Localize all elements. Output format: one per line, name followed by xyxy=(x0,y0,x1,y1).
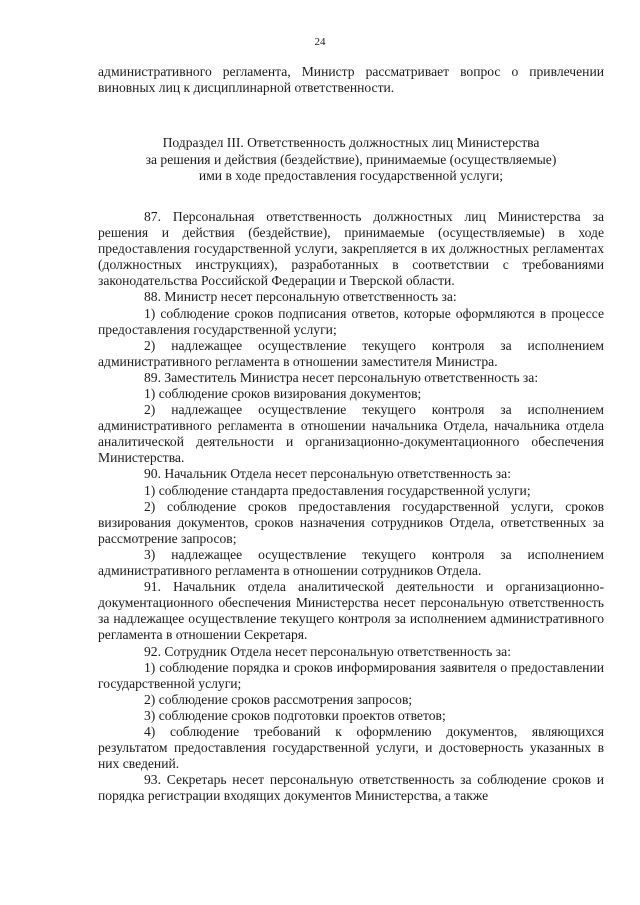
list-item: 4) соблюдение требований к оформлению документов, являющихся результатом предоставления государственной услуги, и достоверность указанных в них сведений. xyxy=(98,723,604,772)
list-item: 2) соблюдение сроков рассмотрения запросов; xyxy=(144,691,413,707)
list-item: 1) соблюдение порядка и сроков информирования заявителя о предоставлении государственной услуги; xyxy=(98,659,604,691)
paragraph-92: 92. Сотрудник Отдела несет персональную ответственность за: xyxy=(144,643,511,659)
list-item: 2) надлежащее осуществление текущего контроля за исполнением административного регламента в отношении начальника Отдела, начальника отдела аналитической деятельности и организационно-документационного обеспечения Министерства. xyxy=(98,402,604,466)
continuation-paragraph: административного регламента, Министр рассматривает вопрос о привлечении виновных лиц к дисциплинарной ответственности. xyxy=(98,64,604,96)
list-item: 1) соблюдение сроков подписания ответов, которые оформляются в процессе предоставления государственной услуги; xyxy=(98,305,604,337)
subsection-heading-line: ими в ходе предоставления государственной услуги; xyxy=(198,168,504,184)
paragraph-87: 87. Персональная ответственность должностных лиц Министерства за решения и действия (бездействие), принимаемые (осуществляемые) в ходе предоставления государственной услуги, закрепляется в их должностных регламентах (должностных инструкциях), разработанных в соответствии с требованиями законодательства Российской Федерации и Тверской области. xyxy=(98,208,604,289)
subsection-heading-line: Подраздел III. Ответственность должностных лиц Министерства xyxy=(162,135,540,151)
subsection-heading xyxy=(98,135,604,185)
paragraph-89: 89. Заместитель Министра несет персональную ответственность за: xyxy=(144,369,539,385)
list-item: 3) соблюдение сроков подготовки проектов ответов; xyxy=(144,707,446,723)
subsection-heading-line: за решения и действия (бездействие), принимаемые (осуществляемые) xyxy=(145,151,557,167)
list-item: 1) соблюдение сроков визирования документов; xyxy=(144,386,422,401)
paragraph-93: 93. Секретарь несет персональную ответственность за соблюдение сроков и порядка регистрации входящих документов Министерства, а также xyxy=(98,772,604,804)
list-item: 2) надлежащее осуществление текущего контроля за исполнением административного регламента в отношении заместителя Министра. xyxy=(98,337,604,369)
list-item: 1) соблюдение стандарта предоставления государственной услуги; xyxy=(144,482,531,498)
list-item: 3) надлежащее осуществление текущего контроля за исполнением административного регламента в отношении сотрудников Отдела. xyxy=(98,546,604,579)
page-number: 24 xyxy=(314,36,326,48)
paragraph-91: 91. Начальник отдела аналитической деятельности и организационно-документационного обеспечения Министерства несет персональную ответственность за надлежащее осуществление текущего контроля за исполнением административного регламента в отношении Секретаря. xyxy=(98,579,604,643)
paragraph-88: 88. Министр несет персональную ответственность за: xyxy=(144,289,457,305)
document-body xyxy=(98,64,604,804)
paragraph-90: 90. Начальник Отдела несет персональную ответственность за: xyxy=(144,466,511,482)
list-item: 2) соблюдение сроков предоставления государственной услуги, сроков визирования документов, сроков назначения сотрудников Отдела, ответственных за рассмотрение запросов; xyxy=(98,498,604,546)
